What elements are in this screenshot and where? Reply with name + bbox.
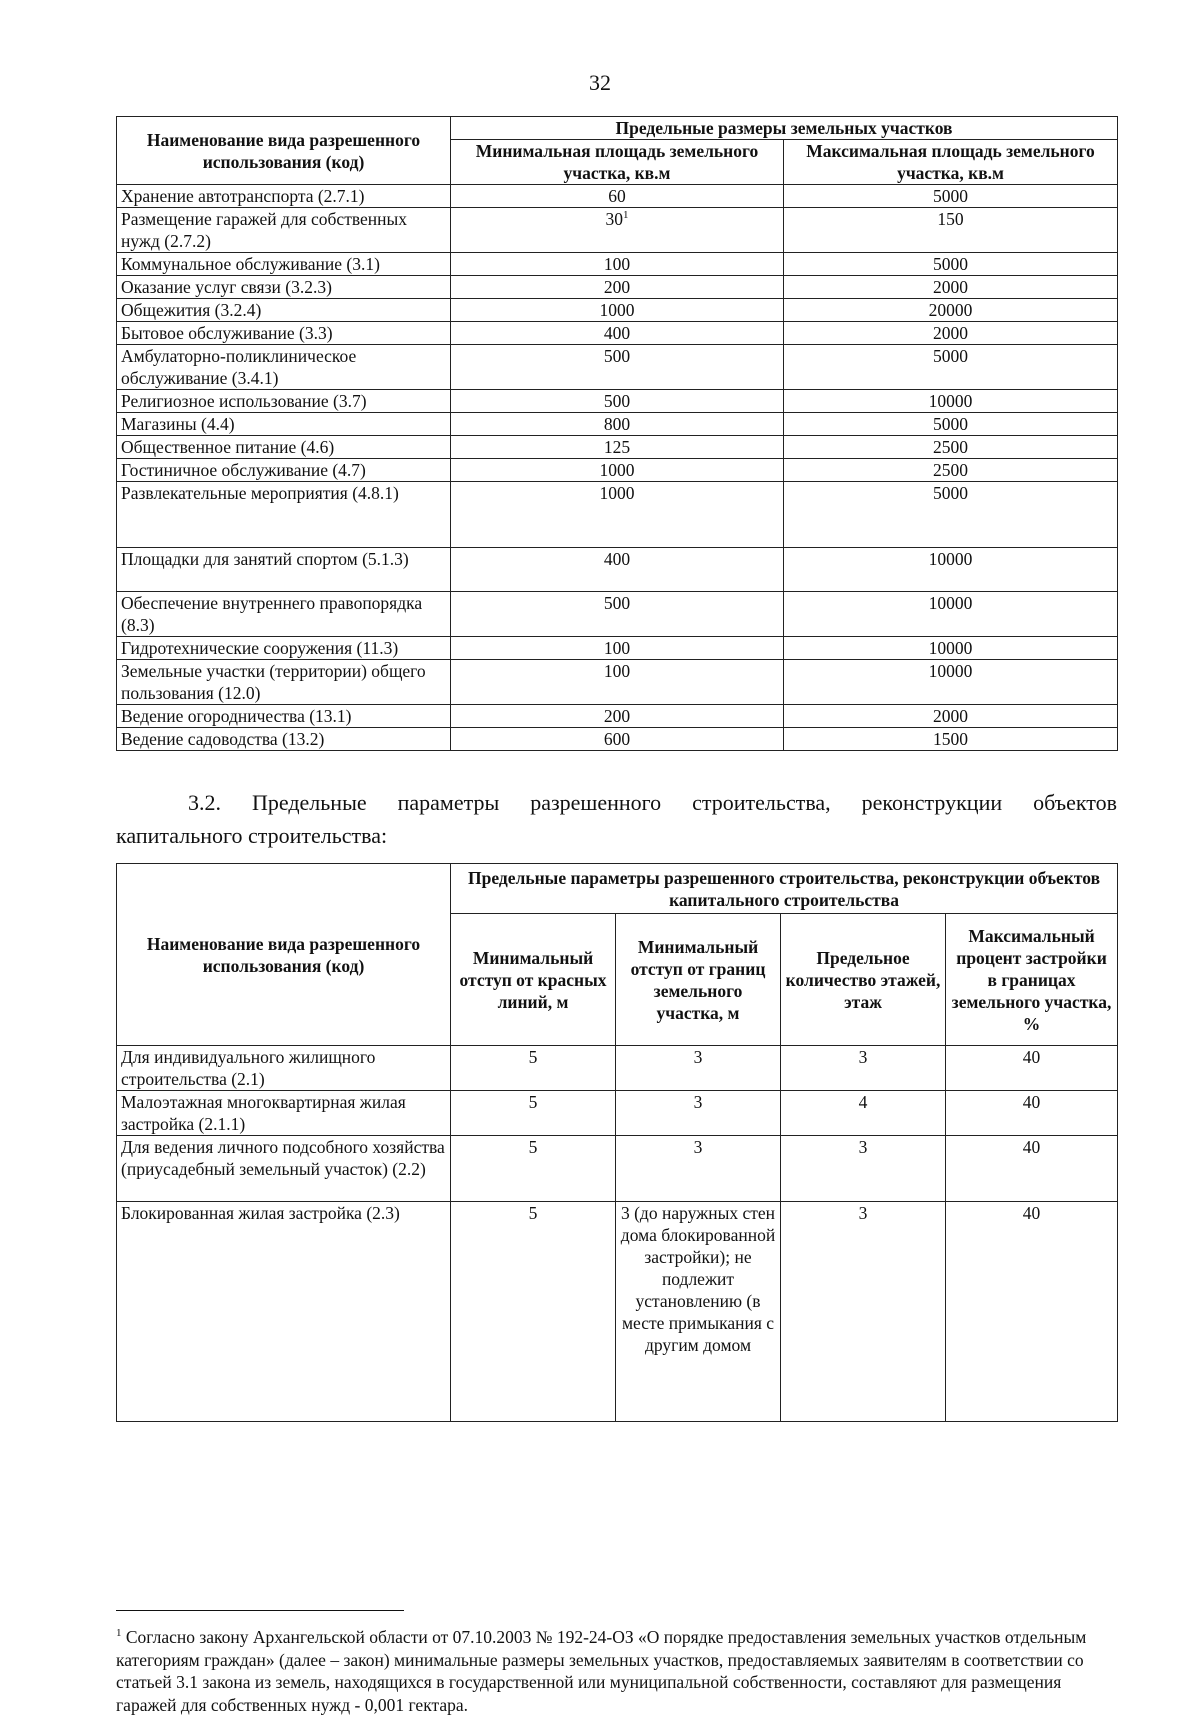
row-name: Хранение автотранспорта (2.7.1) <box>117 185 451 208</box>
row-c2: 3 <box>616 1136 781 1202</box>
row-max: 10000 <box>784 390 1118 413</box>
row-name: Коммунальное обслуживание (3.1) <box>117 253 451 276</box>
row-c1: 5 <box>451 1202 616 1422</box>
table-row <box>117 208 1118 253</box>
row-name: Площадки для занятий спортом (5.1.3) <box>117 548 451 592</box>
row-max: 10000 <box>784 660 1118 705</box>
table-row <box>117 345 1118 390</box>
row-max: 10000 <box>784 548 1118 592</box>
row-name: Ведение огородничества (13.1) <box>117 705 451 728</box>
row-min: 500 <box>451 390 784 413</box>
row-name: Размещение гаражей для собственных нужд (2.7.2) <box>117 208 451 253</box>
row-name: Блокированная жилая застройка (2.3) <box>117 1202 451 1422</box>
row-min: 800 <box>451 413 784 436</box>
row-min: 400 <box>451 548 784 592</box>
paragraph-line-1: 3.2. Предельные параметры разрешенного строительства, реконструкции объектов <box>188 790 1117 815</box>
table-row <box>117 637 1118 660</box>
row-max: 5000 <box>784 482 1118 548</box>
row-name: Развлекательные мероприятия (4.8.1) <box>117 482 451 548</box>
row-name: Оказание услуг связи (3.2.3) <box>117 276 451 299</box>
row-name: Обеспечение внутреннего правопорядка (8.3) <box>117 592 451 637</box>
table-row <box>117 482 1118 548</box>
row-c3: 3 <box>781 1046 946 1091</box>
row-name: Общественное питание (4.6) <box>117 436 451 459</box>
table-row <box>117 185 1118 208</box>
row-c1: 5 <box>451 1136 616 1202</box>
row-name: Гостиничное обслуживание (4.7) <box>117 459 451 482</box>
table-row <box>117 253 1118 276</box>
row-max: 150 <box>784 208 1118 253</box>
section-3-2-paragraph <box>116 786 1117 852</box>
row-max: 5000 <box>784 345 1118 390</box>
table-row <box>117 660 1118 705</box>
row-max: 5000 <box>784 253 1118 276</box>
row-max: 2000 <box>784 276 1118 299</box>
row-min: 100 <box>451 660 784 705</box>
row-max: 2000 <box>784 705 1118 728</box>
row-c2: 3 <box>616 1091 781 1136</box>
row-c4: 40 <box>946 1046 1118 1091</box>
footnote-ref: 1 <box>623 209 629 222</box>
row-c4: 40 <box>946 1091 1118 1136</box>
row-c4: 40 <box>946 1202 1118 1422</box>
row-min: 1000 <box>451 459 784 482</box>
table2-header-col3: Предельное количество этажей, этаж <box>781 914 946 1046</box>
row-min: 100 <box>451 637 784 660</box>
table1-header-min: Минимальная площадь земельного участка, кв.м <box>451 140 784 185</box>
table-row <box>117 1046 1118 1091</box>
row-min: 500 <box>451 592 784 637</box>
row-min: 100 <box>451 253 784 276</box>
row-min: 200 <box>451 276 784 299</box>
table-row <box>117 548 1118 592</box>
row-max: 2500 <box>784 436 1118 459</box>
table-row <box>117 413 1118 436</box>
row-name: Для индивидуального жилищного строительства (2.1) <box>117 1046 451 1091</box>
row-max: 1500 <box>784 728 1118 751</box>
table-row <box>117 390 1118 413</box>
table-row <box>117 1202 1118 1422</box>
row-min: 60 <box>451 185 784 208</box>
row-c2: 3 (до наружных стен дома блокированной застройки); не подлежит установлению (в месте примыкания с другим домом <box>616 1202 781 1422</box>
table-row <box>117 459 1118 482</box>
row-max: 10000 <box>784 637 1118 660</box>
row-name: Бытовое обслуживание (3.3) <box>117 322 451 345</box>
table-row <box>117 592 1118 637</box>
row-max: 20000 <box>784 299 1118 322</box>
table2-header-col4: Максимальный процент застройки в границах земельного участка, % <box>946 914 1118 1046</box>
table-row <box>117 705 1118 728</box>
row-min: 600 <box>451 728 784 751</box>
row-min: 500 <box>451 345 784 390</box>
row-name: Религиозное использование (3.7) <box>117 390 451 413</box>
table-row <box>117 1091 1118 1136</box>
row-name: Для ведения личного подсобного хозяйства (приусадебный земельный участок) (2.2) <box>117 1136 451 1202</box>
row-name: Гидротехнические сооружения (11.3) <box>117 637 451 660</box>
table-row <box>117 276 1118 299</box>
row-min: 1000 <box>451 299 784 322</box>
table2-header-col2: Минимальный отступ от границ земельного участка, м <box>616 914 781 1046</box>
row-name: Малоэтажная многоквартирная жилая застройка (2.1.1) <box>117 1091 451 1136</box>
page-number: 32 <box>589 70 611 95</box>
row-name: Земельные участки (территории) общего пользования (12.0) <box>117 660 451 705</box>
row-min: 400 <box>451 322 784 345</box>
footnote-text: Согласно закону Архангельской области от 07.10.2003 № 192-24-ОЗ «О порядке предоставления земельных участков отдельным категориям граждан» (далее – закон) минимальные размеры земельных участков, предоставляемых заявителям в соответствии со статьей 3.1 закона из земель, находящихся в государственной или муниципальной собственности, составляют для размещения гаражей для собственных нужд - 0,001 гектара. <box>116 1627 1087 1715</box>
row-max: 5000 <box>784 413 1118 436</box>
row-name: Общежития (3.2.4) <box>117 299 451 322</box>
paragraph-line-2: капитального строительства: <box>116 823 388 848</box>
table-row <box>117 299 1118 322</box>
table1-header-group: Предельные размеры земельных участков <box>451 117 1118 140</box>
footnote <box>116 1626 1117 1716</box>
row-min: 1000 <box>451 482 784 548</box>
table-row <box>117 322 1118 345</box>
row-max: 10000 <box>784 592 1118 637</box>
row-max: 5000 <box>784 185 1118 208</box>
row-min: 200 <box>451 705 784 728</box>
table2-header-group: Предельные параметры разрешенного строительства, реконструкции объектов капитального строительства <box>451 864 1118 914</box>
row-max: 2500 <box>784 459 1118 482</box>
table-row <box>117 728 1118 751</box>
row-name: Ведение садоводства (13.2) <box>117 728 451 751</box>
row-min: 125 <box>451 436 784 459</box>
table-row <box>117 436 1118 459</box>
row-c2: 3 <box>616 1046 781 1091</box>
row-c3: 3 <box>781 1136 946 1202</box>
row-c4: 40 <box>946 1136 1118 1202</box>
row-name: Магазины (4.4) <box>117 413 451 436</box>
footnote-marker: 1 <box>116 1627 122 1640</box>
row-max: 2000 <box>784 322 1118 345</box>
table1-header-max: Максимальная площадь земельного участка, кв.м <box>784 140 1118 185</box>
construction-parameters-table <box>116 863 1118 1422</box>
table1-header-name: Наименование вида разрешенного использования (код) <box>117 117 451 185</box>
table2-header-name: Наименование вида разрешенного использования (код) <box>117 864 451 1046</box>
row-min: 30 <box>605 209 623 229</box>
table2-header-col1: Минимальный отступ от красных линий, м <box>451 914 616 1046</box>
row-c1: 5 <box>451 1046 616 1091</box>
row-c3: 4 <box>781 1091 946 1136</box>
table-row <box>117 1136 1118 1202</box>
land-plot-size-table <box>116 116 1118 751</box>
row-c3: 3 <box>781 1202 946 1422</box>
footnote-separator <box>116 1610 404 1611</box>
row-min-cell <box>451 208 784 253</box>
row-name: Амбулаторно-поликлиническое обслуживание (3.4.1) <box>117 345 451 390</box>
row-c1: 5 <box>451 1091 616 1136</box>
